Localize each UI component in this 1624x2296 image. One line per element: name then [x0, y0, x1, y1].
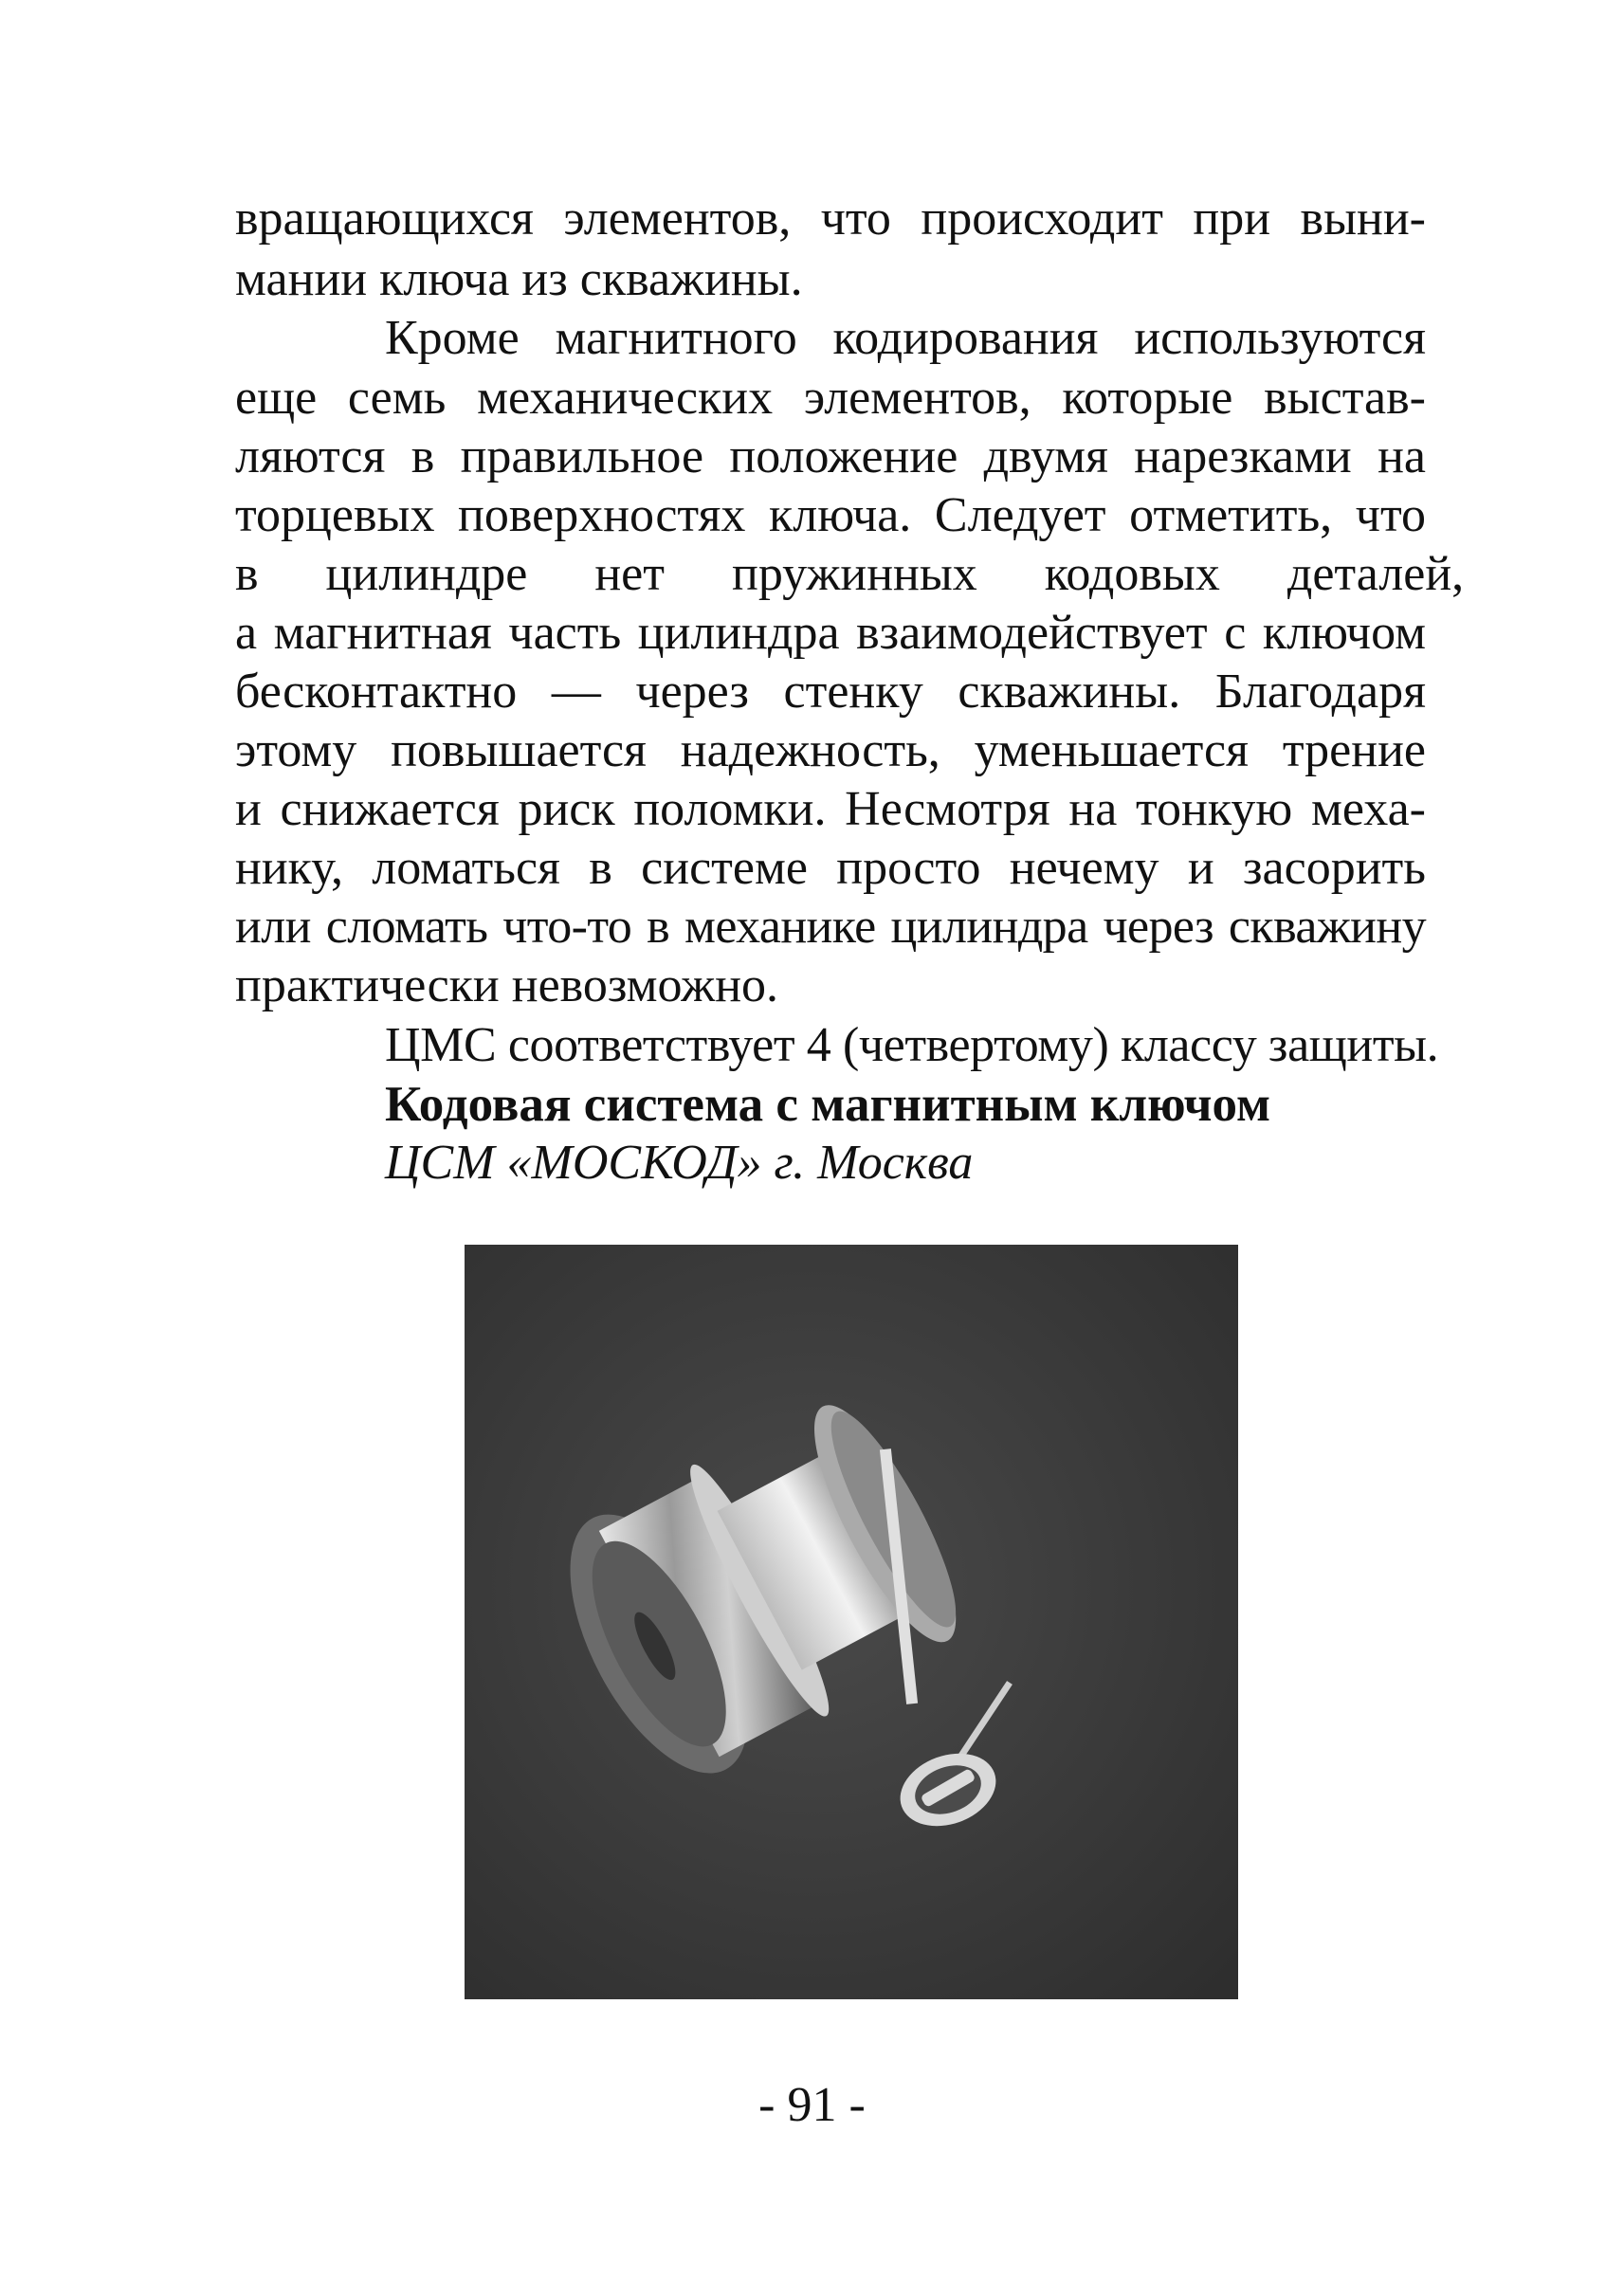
- section-subheading: ЦСМ «МОСКОД» г. Москва: [385, 1136, 974, 1190]
- text-line: а магнитная часть цилиндра взаимодействует с ключом: [235, 606, 1426, 660]
- text-line: или сломать что-то в механике цилиндра через скважину: [235, 900, 1426, 954]
- text-line: нику, ломаться в системе просто нечему и засорить: [235, 841, 1426, 895]
- photo-graphic: [465, 1245, 1238, 1999]
- text-line: торцевых поверхностях ключа. Следует отметить, что: [235, 488, 1426, 542]
- text-line: этому повышается надежность, уменьшается трение: [235, 723, 1426, 777]
- page-number: - 91 -: [758, 2078, 866, 2132]
- text-line: и снижается риск поломки. Несмотря на тонкую меха-: [235, 782, 1426, 836]
- text-line: практически невозможно.: [235, 958, 779, 1012]
- text-line: в цилиндре нет пружинных кодовых деталей,: [235, 547, 1465, 601]
- text-line: мании ключа из скважины.: [235, 252, 803, 306]
- text-line: еще семь механических элементов, которые выстав-: [235, 371, 1426, 425]
- class-statement: ЦМС соответствует 4 (четвертому) классу защиты.: [385, 1018, 1439, 1072]
- lock-cylinder-photo: [465, 1245, 1238, 1999]
- text-line: бесконтактно — через стенку скважины. Благодаря: [235, 665, 1426, 719]
- text-line: ляются в правильное положение двумя нарезками на: [235, 429, 1426, 483]
- section-heading: Кодовая система с магнитным ключом: [385, 1077, 1271, 1132]
- text-line: Кроме магнитного кодирования используются: [385, 311, 1426, 365]
- text-line: вращающихся элементов, что происходит при выни-: [235, 191, 1426, 246]
